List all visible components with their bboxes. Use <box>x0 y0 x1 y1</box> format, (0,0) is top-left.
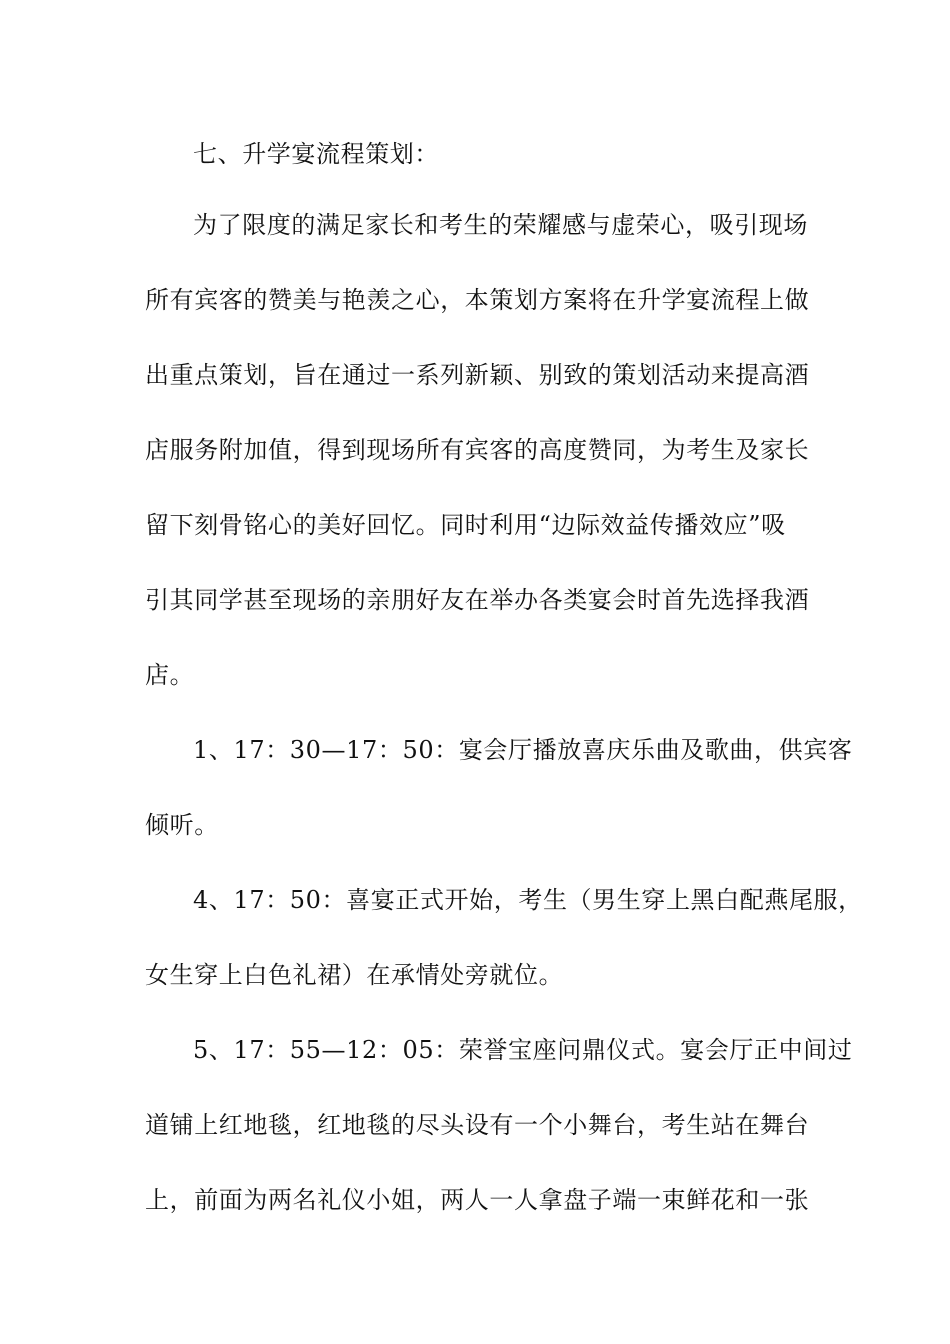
paragraph-line: 所有宾客的赞美与艳羡之心，本策划方案将在升学宴流程上做 <box>145 286 810 314</box>
paragraph-line: 为了限度的满足家长和考生的荣耀感与虚荣心，吸引现场 <box>193 211 808 239</box>
list-item-line: 道铺上红地毯，红地毯的尽头设有一个小舞台，考生站在舞台 <box>145 1111 810 1139</box>
paragraph-line: 店服务附加值，得到现场所有宾客的高度赞同，为考生及家长 <box>145 436 810 464</box>
list-item-line: 上，前面为两名礼仪小姐，两人一人拿盘子端一束鲜花和一张 <box>145 1186 810 1214</box>
paragraph-line: 引其同学甚至现场的亲朋好友在举办各类宴会时首先选择我酒 <box>145 586 810 614</box>
list-item-line: 4、17：50：喜宴正式开始，考生（男生穿上黑白配燕尾服， <box>193 886 863 914</box>
paragraph-line: 店。 <box>145 661 195 689</box>
paragraph-line: 留下刻骨铭心的美好回忆。同时利用“边际效益传播效应”吸 <box>145 511 786 539</box>
list-item-line: 5、17：55—12：05：荣誉宝座问鼎仪式。宴会厅正中间过 <box>193 1036 853 1064</box>
section-heading: 七、升学宴流程策划： <box>193 140 439 168</box>
list-item-line: 1、17：30—17：50：宴会厅播放喜庆乐曲及歌曲，供宾客 <box>193 736 853 764</box>
list-item-line: 倾听。 <box>145 811 219 839</box>
list-item-line: 女生穿上白色礼裙）在承情处旁就位。 <box>145 961 564 989</box>
paragraph-line: 出重点策划，旨在通过一系列新颖、别致的策划活动来提高酒 <box>145 361 810 389</box>
